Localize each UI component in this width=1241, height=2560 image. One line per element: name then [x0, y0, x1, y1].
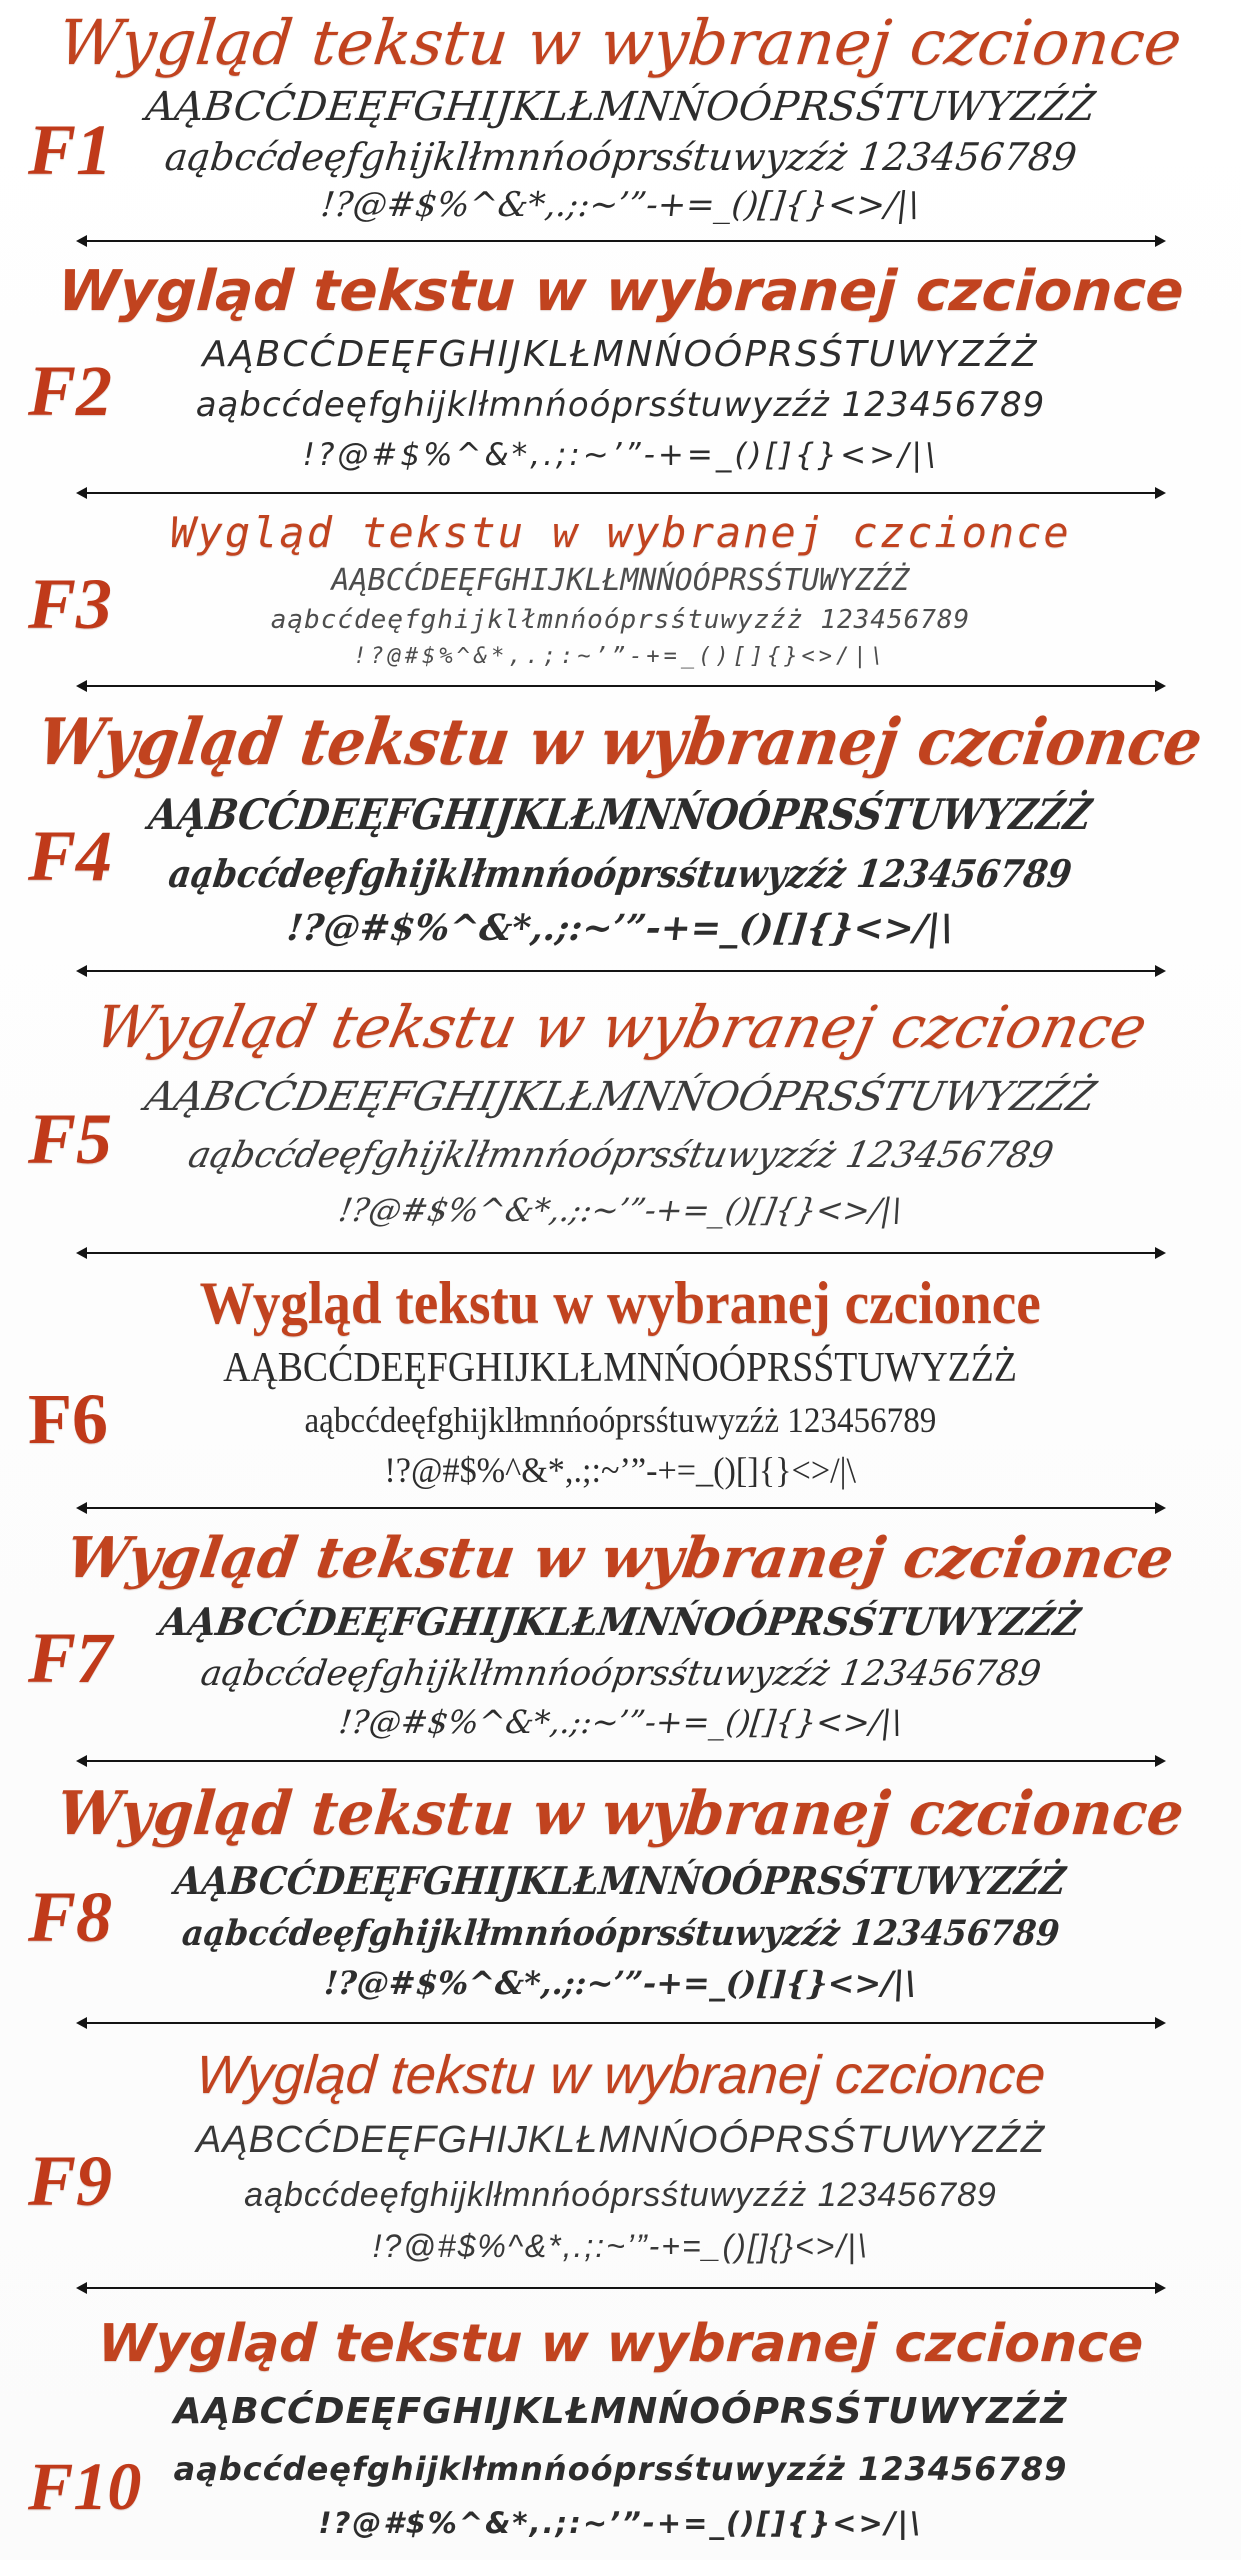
divider-line: [84, 2287, 1158, 2289]
divider-line: [84, 1760, 1158, 1762]
lowercase-digits-row: aąbcćdeęfghijklłmnńoóprsśtuwyzźż 123456789: [197, 1653, 1044, 1694]
lowercase-digits-row: aąbcćdeęfghijklłmnńoóprsśtuwyzźż 123456789: [184, 1135, 1057, 1177]
specimen-title: Wygląd tekstu w wybranej czcionce: [193, 2045, 1048, 2106]
uppercase-row: AĄBCĆDEĘFGHIJKLŁMNŃOÓPRSŚTUWYZŹŻ: [143, 83, 1098, 130]
divider-line: [84, 1507, 1158, 1509]
font-label: F5: [28, 1098, 113, 1179]
uppercase-row: AĄBCĆDEĘFGHIJKLŁMNŃOÓPRSŚTUWYZŹŻ: [141, 1074, 1100, 1121]
uppercase-row: AĄBCĆDEĘFGHIJKLŁMNŃOÓPRSŚTUWYZŹŻ: [157, 1598, 1084, 1644]
symbols-row: !?@#$%^&*,.;:~’”-+=_()[]{}<>/|\: [335, 1190, 906, 1229]
arrowhead-right-icon: [1155, 965, 1166, 977]
font-label: F4: [28, 815, 113, 896]
uppercase-row: AĄBCĆDEĘFGHIJKLŁMNŃOÓPRSŚTUWYZŹŻ: [195, 2118, 1046, 2161]
divider-line: [84, 240, 1158, 242]
font-label: F10: [28, 2447, 142, 2524]
lowercase-digits-row: aąbcćdeęfghijklłmnńoóprsśtuwyzźż 123456789: [304, 1400, 937, 1441]
font-label: F1: [28, 109, 113, 190]
arrowhead-right-icon: [1155, 1247, 1166, 1259]
section-divider-arrow: [76, 964, 1166, 978]
divider-line: [84, 1252, 1158, 1254]
symbols-row: !?@#$%^&*,.;:~’”-+=_()[]{}<>/|\: [285, 906, 956, 949]
specimen-title: Wygląd tekstu w wybranej czcionce: [199, 1269, 1042, 1336]
section-divider-arrow: [76, 2016, 1166, 2030]
specimen-title: Wygląd tekstu w wybranej czcionce: [56, 258, 1186, 324]
specimen-title: Wygląd tekstu w wybranej czcionce: [54, 1778, 1187, 1849]
font-specimen-f9: [0, 2030, 1241, 2281]
lowercase-digits-row: aąbcćdeęfghijklłmnńoóprsśtuwyzźż 123456789: [162, 134, 1079, 179]
symbols-row: !?@#$%^&*,.;:~’”-+=_()[]{}<>/|\: [384, 1449, 857, 1490]
specimen-title: Wygląd tekstu w wybranej czcionce: [96, 2313, 1145, 2374]
font-specimen-f6: [0, 1260, 1241, 1501]
font-label: F8: [28, 1876, 113, 1957]
symbols-row: !?@#$%^&*,.;:~’”-+=_()[]{}<>/|\: [353, 644, 888, 670]
section-divider-arrow: [76, 486, 1166, 500]
arrowhead-right-icon: [1155, 1502, 1166, 1514]
specimen-title: Wygląd tekstu w wybranej czcionce: [62, 1524, 1179, 1591]
section-divider-arrow: [76, 1501, 1166, 1515]
font-specimen-f3: [0, 500, 1241, 679]
lowercase-digits-row: aąbcćdeęfghijklłmnńoóprsśtuwyzźż 123456789: [244, 2175, 997, 2214]
uppercase-row: AĄBCĆDEĘFGHIJKLŁMNŃOÓPRSŚTUWYZŹŻ: [173, 2391, 1068, 2432]
arrowhead-right-icon: [1155, 487, 1166, 499]
divider-line: [84, 2022, 1158, 2024]
arrowhead-right-icon: [1155, 2282, 1166, 2294]
font-specimen-f7: [0, 1515, 1241, 1754]
font-specimen-f8: [0, 1768, 1241, 2016]
font-label: F2: [28, 350, 113, 431]
arrowhead-right-icon: [1155, 235, 1166, 247]
uppercase-row: AĄBCĆDEĘFGHIJKLŁMNŃOÓPRSŚTUWYZŹŻ: [331, 563, 910, 599]
arrowhead-right-icon: [1155, 1755, 1166, 1767]
font-specimen-f10: [0, 2295, 1241, 2560]
font-specimen-f2: [0, 248, 1241, 486]
uppercase-row: AĄBCĆDEĘFGHIJKLŁMNŃOÓPRSŚTUWYZŹŻ: [173, 1857, 1068, 1903]
uppercase-row: AĄBCĆDEĘFGHIJKLŁMNŃOÓPRSŚTUWYZŹŻ: [202, 334, 1039, 376]
arrowhead-right-icon: [1155, 680, 1166, 692]
symbols-row: !?@#$%^&*,.;:~’”-+=_()[]{}<>/|\: [319, 185, 922, 226]
symbols-row: !?@#$%^&*,.;:~’”-+=_()[]{}<>/|\: [318, 2505, 923, 2540]
specimen-title: Wygląd tekstu w wybranej czcionce: [88, 992, 1153, 1061]
section-divider-arrow: [76, 1246, 1166, 1260]
font-label: F6: [28, 1379, 108, 1460]
lowercase-digits-row: aąbcćdeęfghijklłmnńoóprsśtuwyzźż 123456789: [166, 850, 1075, 896]
font-specimen-f5: [0, 978, 1241, 1246]
specimen-title: Wygląd tekstu w wybranej czcionce: [33, 705, 1208, 781]
uppercase-row: AĄBCĆDEĘFGHIJKLŁMNŃOÓPRSŚTUWYZŹŻ: [223, 1345, 1018, 1392]
arrowhead-right-icon: [1155, 2017, 1166, 2029]
divider-line: [84, 492, 1158, 494]
font-label: F9: [28, 2140, 113, 2221]
lowercase-digits-row: aąbcćdeęfghijklłmnńoóprsśtuwyzźż 123456789: [173, 2449, 1068, 2488]
lowercase-digits-row: aąbcćdeęfghijklłmnńoóprsśtuwyzźż 123456789: [195, 385, 1046, 426]
specimen-title: Wygląd tekstu w wybranej czcionce: [170, 507, 1071, 557]
divider-line: [84, 970, 1158, 972]
section-divider-arrow: [76, 234, 1166, 248]
symbols-row: !?@#$%^&*,.;:~’”-+=_()[]{}<>/|\: [302, 436, 939, 473]
specimen-title: Wygląd tekstu w wybranej czcionce: [55, 6, 1186, 80]
font-specimen-f4: [0, 693, 1241, 964]
font-specimen-f1: [0, 0, 1241, 234]
font-label: F3: [28, 563, 113, 644]
symbols-row: !?@#$%^&*,.;:~’”-+=_()[]{}<>/|\: [336, 1703, 905, 1742]
section-divider-arrow: [76, 1754, 1166, 1768]
uppercase-row: AĄBCĆDEĘFGHIJKLŁMNŃOÓPRSŚTUWYZŹŻ: [146, 790, 1095, 839]
lowercase-digits-row: aąbcćdeęfghijklłmnńoóprsśtuwyzźż 123456789: [270, 605, 971, 636]
section-divider-arrow: [76, 679, 1166, 693]
section-divider-arrow: [76, 2281, 1166, 2295]
lowercase-digits-row: aąbcćdeęfghijklłmnńoóprsśtuwyzźż 123456789: [180, 1912, 1061, 1954]
symbols-row: !?@#$%^&*,.;:~’”-+=_()[]{}<>/|\: [372, 2228, 869, 2265]
font-label: F7: [28, 1618, 113, 1699]
symbols-row: !?@#$%^&*,.;:~’”-+=_()[]{}<>/|\: [323, 1964, 918, 2003]
divider-line: [84, 685, 1158, 687]
